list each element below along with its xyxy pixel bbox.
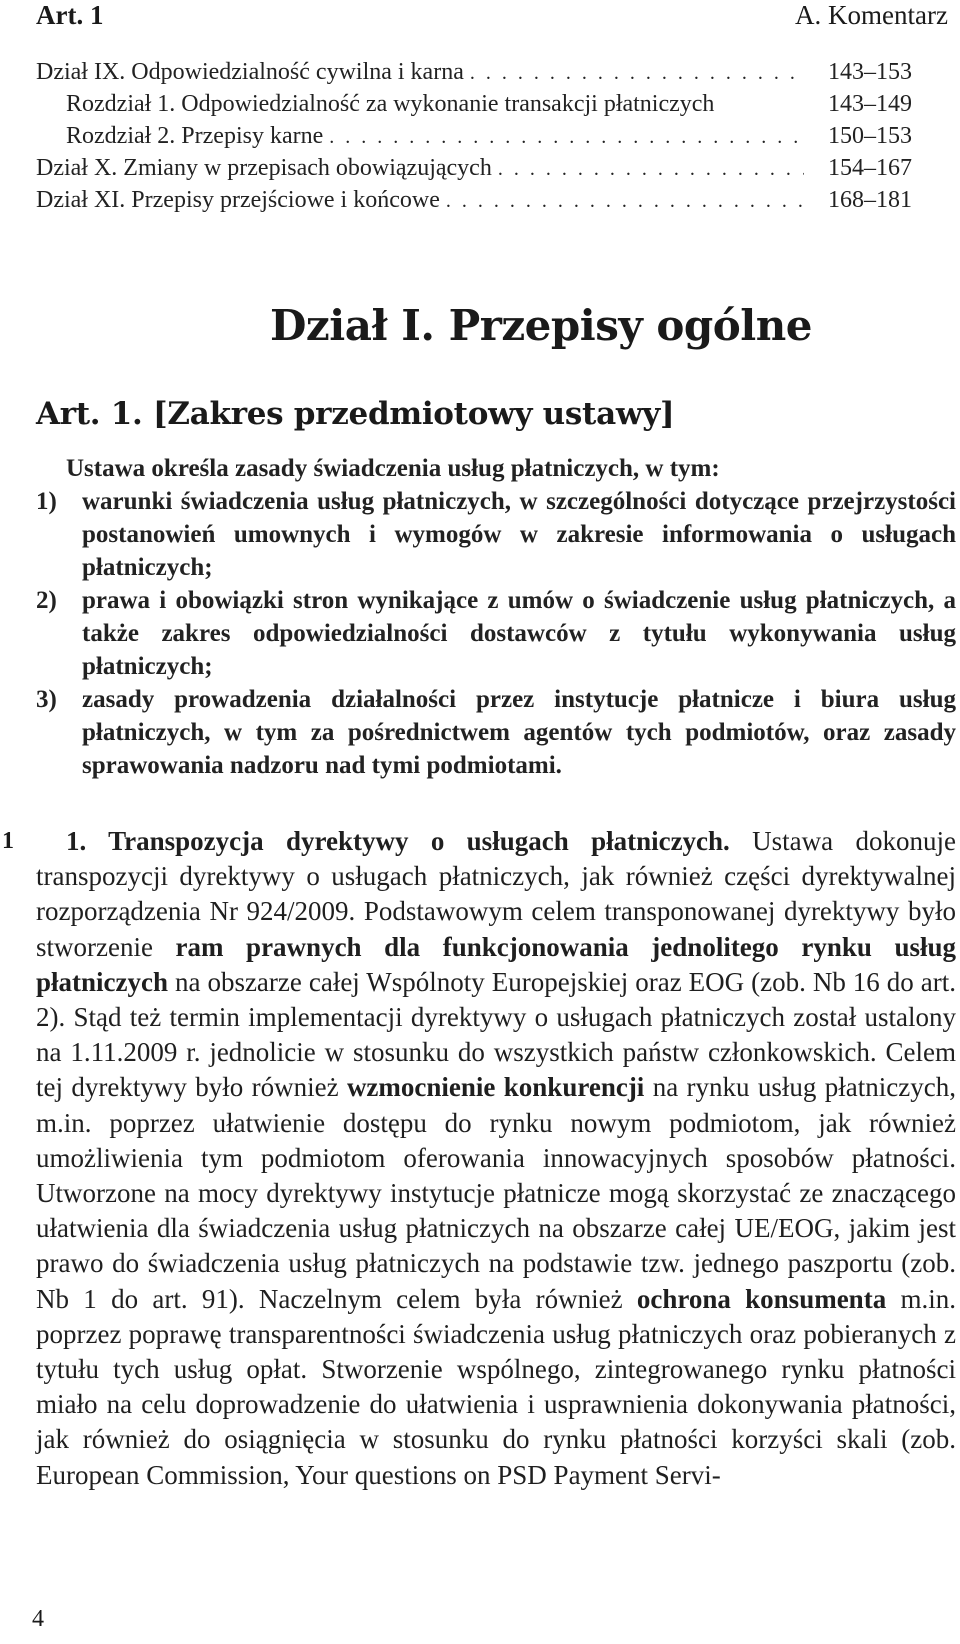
toc-entry — [36, 120, 956, 152]
commentary-text: na obszarze całej Wspólnoty Europejskiej oraz EOG (zob. Nb 16 do art. 2). Stąd też termin implementacji dyrektywy o usługach płatniczych został ustalony na 1.11.2009 r. jednolicie w stosunku do wszystkich państw członkowskich. Celem tej dyrektywy było również — [36, 966, 956, 1103]
toc-entry-pages: 143–149 — [828, 91, 912, 117]
statute-item-text: prawa i obowiązki stron wynikające z umów o świadczenie usług płatniczych, a także zakres odpowiedzialności dostawców z tytułu wykonywania usług płatniczych; — [82, 587, 956, 680]
statute-item-text: warunki świadczenia usług płatniczych, w szczególności dotyczące przejrzystości postanowień umownych i wymogów w zakresie informowania o usługach płatniczych; — [82, 488, 956, 581]
toc-entry-label: Dział IX. Odpowiedzialność cywilna i karna — [36, 59, 464, 85]
toc-entry-pages: 150–153 — [828, 123, 912, 149]
running-head-section: A. Komentarz — [795, 0, 948, 30]
toc-entry-pages: 168–181 — [828, 187, 912, 213]
toc-entry-label: Rozdział 1. Odpowiedzialność za wykonanie transakcji płatniczych — [66, 91, 715, 117]
margin-number: 1 — [2, 828, 14, 854]
running-head — [36, 0, 948, 40]
statute-item — [36, 683, 956, 782]
commentary-emphasis: ram prawnych dla funkcjonowania jednolitego rynku usług płatniczych — [36, 931, 956, 997]
commentary-paragraph — [36, 824, 956, 1493]
toc-entry-pages: 143–153 — [828, 59, 912, 85]
statute-item-text: zasady prowadzenia działalności przez instytucje płatnicze i biura usług płatniczych, w tym za pośrednictwem agentów tych podmiotów, oraz zasady sprawowania nadzoru nad tymi podmiotami. — [82, 686, 956, 779]
commentary-text: Ustawa dokonuje transpozycji dyrektywy o usługach płatniczych, jak również części dyrektywalnej rozporządzenia Nr 924/2009. Podstawowym celem transponowanej dyrektywy było stworzenie — [36, 826, 956, 962]
table-of-contents — [36, 56, 956, 216]
page-number: 4 — [32, 1606, 44, 1632]
statute-text — [36, 452, 956, 782]
toc-entry-pages: 154–167 — [828, 155, 912, 181]
statute-item — [36, 485, 956, 584]
commentary-text: m.in. poprzez poprawę transparentności świadczenia usług płatniczych oraz pobieranych z tytułu tych usług opłat. Stworzenie wspólnego, zintegrowanego rynku płatności miało na celu doprowadzenie do ułatwienia i usprawnienia dokonywania płatności, jak również do osiągnięcia w stosunku do rynku płatności korzyści skali (zob. European Commission, Your questions on PSD Payment Servi- — [36, 1283, 956, 1490]
toc-leader-dots — [446, 185, 804, 217]
toc-entry — [36, 88, 956, 120]
commentary — [36, 824, 956, 1493]
statute-item-number: 1) — [36, 488, 57, 515]
commentary-emphasis: wzmocnienie konkurencji — [346, 1072, 645, 1103]
toc-entry — [36, 152, 956, 184]
statute-item-number: 3) — [36, 686, 57, 713]
toc-entry-label: Dział X. Zmiany w przepisach obowiązujących — [36, 155, 492, 181]
toc-entry-label: Rozdział 2. Przepisy karne — [66, 123, 324, 149]
statute-item — [36, 584, 956, 683]
commentary-emphasis: ochrona konsumenta — [636, 1283, 887, 1314]
commentary-text: na rynku usług płatniczych, m.in. poprzez ułatwienie dostępu do rynku nowym podmiotom, jak również umożliwienia tym podmiotom oferowania innowacyjnych sposobów płatności. Utworzone na mocy dyrektywy instytucje płatnicze mogą skorzystać ze znaczącego ułatwienia dla świadczenia usług płatniczych na obszarze całej UE/EOG, jakim jest prawo do świadczenia usług płatniczych na podstawie tzw. jednego paszportu (zob. Nb 1 do art. 91). Naczelnym celem była również — [36, 1072, 956, 1314]
commentary-heading: 1. Transpozycja dyrektywy o usługach płatniczych. — [66, 826, 730, 856]
toc-leader-dots — [329, 121, 804, 153]
toc-leader-dots — [470, 57, 804, 89]
toc-entry-label: Dział XI. Przepisy przejściowe i końcowe — [36, 187, 440, 213]
running-head-article: Art. 1 — [36, 0, 104, 30]
toc-entry — [36, 56, 956, 88]
toc-entry — [36, 184, 956, 216]
statute-item-number: 2) — [36, 587, 57, 614]
statute-lead: Ustawa określa zasady świadczenia usług płatniczych, w tym: — [66, 455, 720, 482]
article-heading: Art. 1. [Zakres przedmiotowy ustawy] — [36, 396, 675, 432]
section-title: Dział I. Przepisy ogólne — [270, 301, 812, 350]
toc-leader-dots — [498, 153, 804, 185]
